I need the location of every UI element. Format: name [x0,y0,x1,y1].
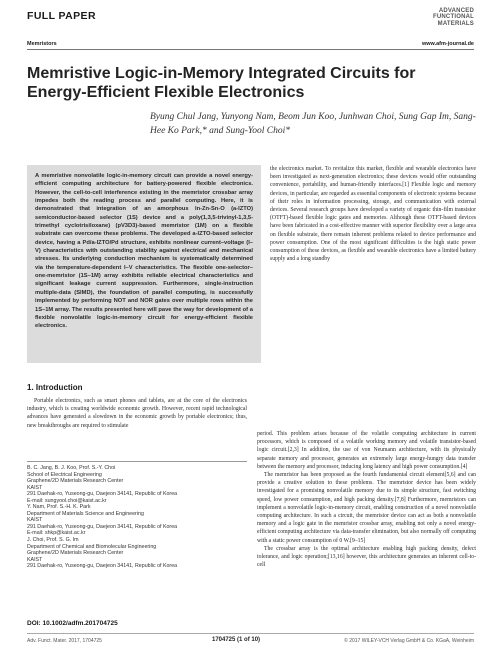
author-list: Byung Chul Jang, Yunyong Nam, Beom Jun Koo, Junhwan Choi, Sung Gap Im, Sang-Hee Ko Park,* and Sung-Yool Choi* [150,112,476,136]
affiliation-line: KAIST [27,484,43,491]
logo-line-3: MATERIALS [437,20,474,27]
abstract-box: A memristive nonvolatile logic-in-memory circuit can provide a novel energy-efficient computing architecture for battery-powered flexible electronics. However, the cell-to-cell interference existing in the memristor crossbar array impedes both the reading process and parallel computing. Here, it is demonstrated that integration of an amorphous In-Zn-Sn-O (a-IZTO) semiconductor-based selector (1S) device and a poly(1,3,5-trivinyl-1,3,5-trimethyl cyclotrisiloxane) (pV3D3)-based memristor (1M) on a flexible substrate can overcome these problems. The developed a-IZTO-based selector device, having a Pd/a-IZTO/Pd structure, exhibits nonlinear current–voltage (I–V) characteristics with outstanding stability against electrical and mechanical stresses. Its underlying conduction mechanism is systematically determined via the temperature-dependent I–V characteristics. The flexible one-selector–one-memristor (1S–1M) array exhibits reliable electrical characteristics and significant leakage current suppression. Furthermore, single-instruction multiple-data (SIMD), the foundation of parallel computing, is successfully implemented by performing NOT and NOR gates over multiple rows within the 1S–1M array. The results presented here will pave the way for development of a flexible nonvolatile logic-in-memory circuit for energy-efficient flexible electronics. [27,165,261,363]
paragraph: period. This problem arises because of the volatile computing architecture in current processors, which is composed of a volatile working memory and volatile transistor-based logic circuit.[2,3] In addition, the use of von Neumann architecture, with its physically separate memory and processor, generates an extremely large energy-hungry data transfer between the memory and processor, inducing long latency and high power consumption.[4] [257,431,476,470]
affiliation-line: Department of Materials Science and Engineering [27,510,144,517]
journal-logo [433,8,474,27]
affiliation-email[interactable]: E-mail: sungyool.choi@kaist.ac.kr [27,497,107,504]
affiliation-line: Department of Chemical and Biomolecular Engineering [27,543,157,550]
introduction-body [27,397,247,430]
affiliation-line: Y. Nam, Prof. S.-H. K. Park [27,504,91,511]
logo-line-2: FUNCTIONAL [433,14,474,21]
affiliation-line: Graphene/2D Materials Research Center [27,478,124,485]
affiliation-line: 291 Daehak-ro, Yuseong-gu, Daejeon 34141, Republic of Korea [27,491,178,498]
paragraph: The crossbar array is the optimal architecture enabling high packing density, defect tolerance, and logic operation;[13,16] however, this architecture generates an inherent cell-to-cell [257,545,476,569]
section-label: Memristors [27,41,57,47]
section-heading-introduction: 1. Introduction [27,383,83,392]
journal-site-link[interactable]: www.afm-journal.de [421,41,474,47]
footer-divider [27,633,474,634]
affiliation-line: KAIST [27,556,43,563]
affiliations-block [27,461,247,570]
paragraph: the electronics market. To revitalize this market, flexible and wearable electronics have been investigated as next-generation electronics; these devices would offer outstanding convenience, portability, and human-friendly interfaces.[1] Flexible logic and memory devices, in particular, are regarded as essential components of electronic systems because of their roles in information processing, storage, and communication with external devices. Several research groups have developed a variety of organic thin-film transistor (OTFT)-based flexible logic gates and memories. Although these OTFT-based devices have been fabricated in a cost-effective manner with superior flexibility over a large area on flexible substrate, there remain inherent problems related to device performance and power consumption. One of the most significant difficulties is the high static power consumption of these devices, as flexible and wearable electronics have a limited battery supply and a long standby [270,166,476,263]
paragraph: Portable electronics, such as smart phones and tablets, are at the core of the electronics industry, which is creating worldwide economic growth. However, recent rapid technological advances have generated a slowdown in the economic growth by portable electronics; thus, new breakthroughs are required to stimulate [27,398,247,429]
right-column-bottom [257,430,476,569]
paragraph: The memristor has been proposed as the fourth fundamental circuit element[5,6] and can provide a creative solution to these problems. The memristor device has been widely investigated for a promising nonvolatile memory due to its simple structure, fast switching speed, low power consumption, and high packing density.[7,8] Furthermore, memristors can implement a nonvolatile logic-in-memory circuit, enabling construction of a novel nonvolatile computing architecture. In such a circuit, the memristor device can act as both a nonvolatile memory and a logic gate in the memristor crossbar array, enabling not only a novel energy-efficient computing architecture via data-transfer elimination, but also normally off computing with a static power consumption of 0 W.[9–15] [257,472,476,544]
header-divider [27,49,474,50]
footer-page-number: 1704725 (1 of 10) [212,637,261,643]
affiliation-line: School of Electrical Engineering [27,471,102,478]
affiliation-line: 291 Daehak-ro, Yuseong-gu, Daejeon 34141, Republic of Korea [27,563,178,570]
paper-title: Memristive Logic-in-Memory Integrated Circuits for Energy-Efficient Flexible Electronics [27,65,416,101]
logo-line-1: ADVANCED [438,8,474,14]
affiliation-line: KAIST [27,517,43,524]
footer-copyright: © 2017 WILEY-VCH Verlag GmbH & Co. KGaA, Weinheim [344,638,474,644]
affiliation-line: 291 Daehak-ro, Yuseong-gu, Daejeon 34141, Republic of Korea [27,523,178,530]
article-type-label: FULL PAPER [27,10,96,22]
affiliation-line: J. Choi, Prof. S. G. Im [27,537,79,544]
footer-journal-citation: Adv. Funct. Mater. 2017, 1704725 [27,638,102,644]
affiliation-line: B. C. Jang, B. J. Koo, Prof. S.-Y. Choi [27,465,116,471]
affiliation-email[interactable]: E-mail: shkp@kaist.ac.kr [27,530,86,537]
doi-link[interactable]: DOI: 10.1002/adfm.201704725 [27,620,118,627]
affiliation-line: Graphene/2D Materials Research Center [27,550,124,557]
right-column-top [270,165,476,263]
